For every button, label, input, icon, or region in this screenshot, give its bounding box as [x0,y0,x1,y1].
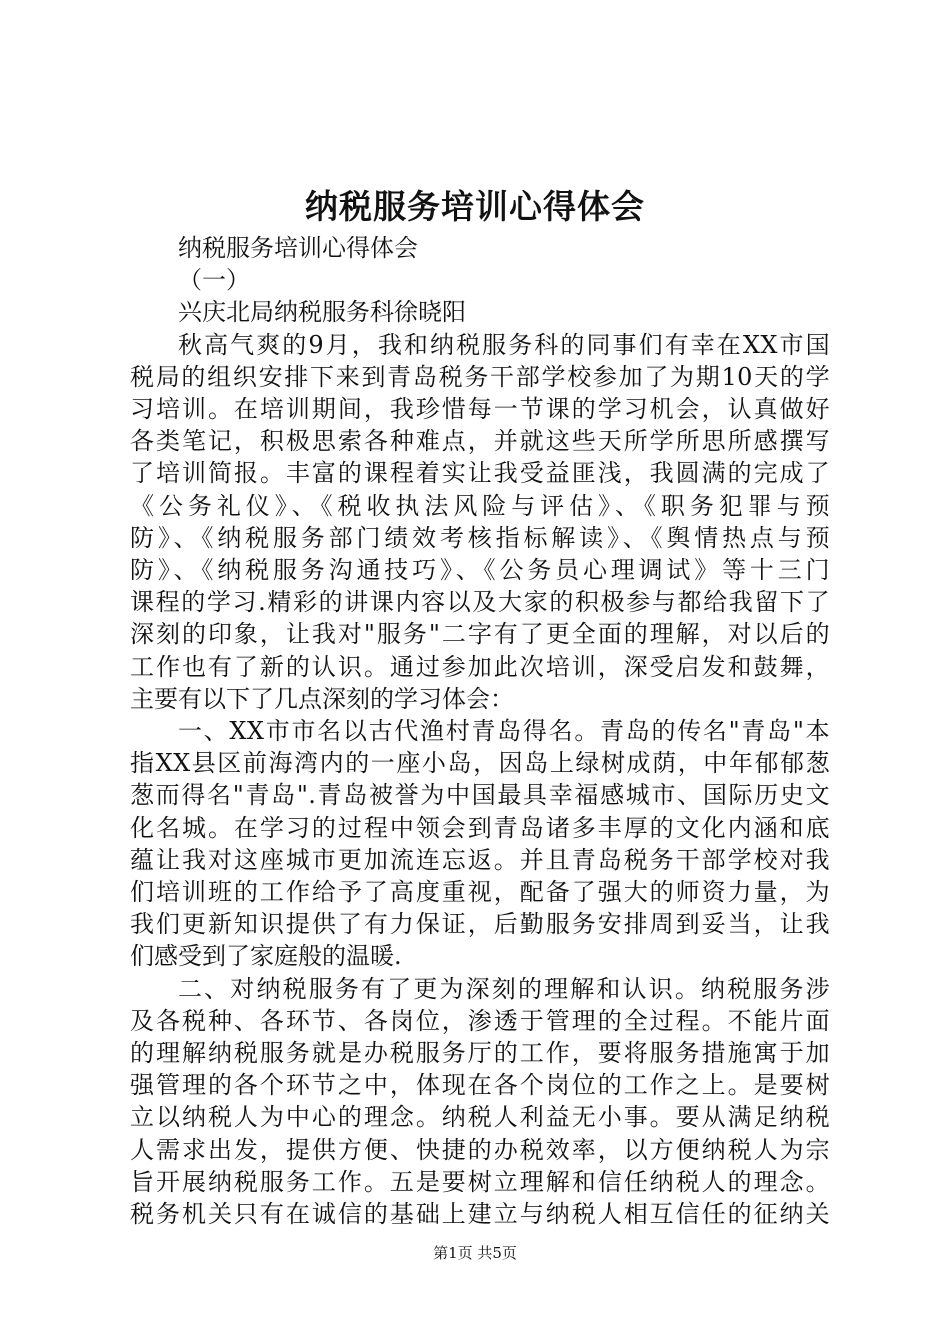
body-line: 我们更新知识提供了有力保证，后勤服务安排周到妥当，让我 [130,910,830,939]
body-line: 立以纳税人为中心的理念。纳税人利益无小事。要从满足纳税 [130,1103,830,1132]
body-line: 税务机关只有在诚信的基础上建立与纳税人相互信任的征纳关 [130,1200,830,1229]
body-line: 们感受到了家庭般的温暖. [130,942,402,971]
body-line: 习培训。在培训期间，我珍惜每一节课的学习机会，认真做好 [130,395,830,424]
body-line: 秋高气爽的9月，我和纳税服务科的同事们有幸在XX市国 [178,330,830,359]
body-line: 了培训简报。丰富的课程着实让我受益匪浅，我圆满的完成了 [130,459,830,488]
body-line: 指XX县区前海湾内的一座小岛，因岛上绿树成荫，中年郁郁葱 [130,749,830,778]
body-line: 葱而得名"青岛".青岛被誉为中国最具幸福感城市、国际历史文 [130,781,830,810]
body-line: 兴庆北局纳税服务科徐晓阳 [178,298,466,327]
body-line: 深刻的印象，让我对"服务"二字有了更全面的理解，对以后的 [130,620,830,649]
body-line: 纳税服务培训心得体会 [178,234,418,262]
body-line: 主要有以下了几点深刻的学习体会： [130,684,514,713]
body-line: 蕴让我对这座城市更加流连忘返。并且青岛税务干部学校对我 [130,845,830,874]
body-line: （一） [178,266,250,295]
body-line: 化名城。在学习的过程中领会到青岛诸多丰厚的文化内涵和底 [130,813,830,842]
body-line: 一、XX市市名以古代渔村青岛得名。青岛的传名"青岛"本 [178,717,830,746]
body-line: 防》、《纳税服务部门绩效考核指标解读》、《舆情热点与预 [130,523,830,552]
document-title: 纳税服务培训心得体会 [305,187,645,226]
body-line: 强管理的各个环节之中，体现在各个岗位的工作之上。是要树 [130,1071,830,1100]
body-line: 二、对纳税服务有了更为深刻的理解和认识。纳税服务涉 [178,974,830,1003]
body-line: 工作也有了新的认识。通过参加此次培训，深受启发和鼓舞， [130,652,830,681]
body-line: 税局的组织安排下来到青岛税务干部学校参加了为期10天的学 [130,362,830,391]
body-line: 《公务礼仪》、《税收执法风险与评估》、《职务犯罪与预 [130,491,830,520]
body-line: 防》、《纳税服务沟通技巧》、《公务员心理调试》等十三门 [130,556,830,585]
page-number: 第1页 共5页 [433,1244,517,1262]
body-line: 旨开展纳税服务工作。五是要树立理解和信任纳税人的理念。 [130,1167,830,1196]
body-line: 人需求出发，提供方便、快捷的办税效率，以方便纳税人为宗 [130,1135,830,1164]
document-body [130,232,830,1230]
body-line: 及各税种、各环节、各岗位，渗透于管理的全过程。不能片面 [130,1006,830,1035]
body-line: 各类笔记，积极思索各种难点，并就这些天所学所思所感撰写 [130,427,830,456]
body-line: 的理解纳税服务就是办税服务厅的工作，要将服务措施寓于加 [130,1039,830,1068]
body-line: 们培训班的工作给予了高度重视，配备了强大的师资力量，为 [130,878,830,907]
body-line: 课程的学习.精彩的讲课内容以及大家的积极参与都给我留下了 [130,588,830,617]
